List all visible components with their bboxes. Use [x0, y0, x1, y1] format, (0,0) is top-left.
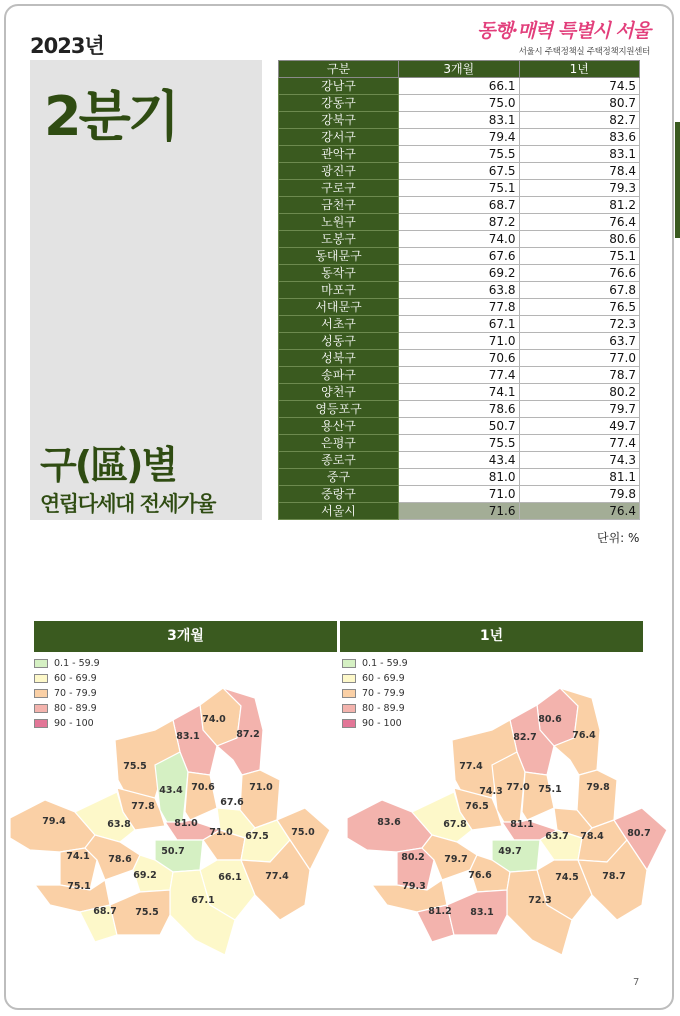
value-1year-cell: 79.3 — [519, 180, 640, 197]
value-1year-cell: 80.2 — [519, 384, 640, 401]
district-title: 구(區)별 — [40, 443, 177, 487]
district-value-label: 67.5 — [245, 831, 269, 842]
district-cell: 강서구 — [279, 129, 399, 146]
table-row — [279, 197, 640, 214]
district-value-label: 80.2 — [401, 852, 425, 863]
legend-item — [342, 656, 408, 671]
district-value-label: 83.1 — [176, 731, 200, 742]
district-value-label: 70.6 — [191, 782, 215, 793]
district-value-label: 50.7 — [161, 846, 185, 857]
unit-label: 단위: % — [597, 531, 640, 545]
year-label: 2023년 — [30, 34, 104, 58]
district-value-label: 77.0 — [506, 782, 530, 793]
value-3month-cell: 71.6 — [399, 503, 520, 520]
district-cell: 도봉구 — [279, 231, 399, 248]
value-3month-cell: 75.0 — [399, 95, 520, 112]
district-cell: 금천구 — [279, 197, 399, 214]
value-1year-cell: 74.3 — [519, 452, 640, 469]
district-cell: 동작구 — [279, 265, 399, 282]
value-1year-cell: 83.6 — [519, 129, 640, 146]
value-3month-cell: 68.7 — [399, 197, 520, 214]
value-3month-cell: 81.0 — [399, 469, 520, 486]
table-row — [279, 163, 640, 180]
value-1year-cell: 75.1 — [519, 248, 640, 265]
value-3month-cell: 67.5 — [399, 163, 520, 180]
title-panel — [30, 60, 262, 520]
legend-label: 70 - 79.9 — [54, 688, 97, 699]
legend-label: 90 - 100 — [54, 718, 94, 729]
district-cell: 강남구 — [279, 78, 399, 95]
district-cell: 성동구 — [279, 333, 399, 350]
value-3month-cell: 77.8 — [399, 299, 520, 316]
value-3month-cell: 43.4 — [399, 452, 520, 469]
district-cell: 강동구 — [279, 95, 399, 112]
legend-label: 60 - 69.9 — [54, 673, 97, 684]
district-cell: 영등포구 — [279, 401, 399, 418]
district-value-label: 67.8 — [443, 819, 467, 830]
table-row — [279, 282, 640, 299]
district-value-label: 75.5 — [135, 907, 159, 918]
district-value-label: 76.5 — [465, 801, 489, 812]
district-value-label: 74.0 — [202, 714, 226, 725]
district-value-label: 81.0 — [174, 818, 198, 829]
value-1year-cell: 81.2 — [519, 197, 640, 214]
district-value-label: 74.3 — [479, 786, 503, 797]
value-1year-cell: 77.4 — [519, 435, 640, 452]
value-3month-cell: 66.1 — [399, 78, 520, 95]
header-3month: 3개월 — [399, 61, 520, 78]
quarter-title: 2분기 — [44, 85, 177, 148]
table-row — [279, 248, 640, 265]
district-region — [185, 772, 217, 820]
seoul-map-1year — [342, 680, 672, 960]
table-row — [279, 350, 640, 367]
table-row — [279, 78, 640, 95]
district-value-label: 75.0 — [291, 827, 315, 838]
value-3month-cell: 78.6 — [399, 401, 520, 418]
district-value-label: 78.6 — [108, 854, 132, 865]
district-value-label: 77.8 — [131, 801, 155, 812]
district-subtitle: 연립다세대 전세가율 — [40, 492, 215, 516]
value-1year-cell: 74.5 — [519, 78, 640, 95]
value-1year-cell: 82.7 — [519, 112, 640, 129]
seoul-map-3month — [5, 680, 335, 960]
map-header-3month: 3개월 — [34, 621, 337, 652]
district-value-label: 72.3 — [528, 895, 552, 906]
table-total-row — [279, 503, 640, 520]
district-value-label: 74.1 — [66, 851, 90, 862]
district-cell: 성북구 — [279, 350, 399, 367]
value-3month-cell: 67.6 — [399, 248, 520, 265]
page-number: 7 — [633, 977, 640, 988]
district-value-label: 63.8 — [107, 819, 131, 830]
district-value-label: 66.1 — [218, 872, 242, 883]
value-3month-cell: 70.6 — [399, 350, 520, 367]
table-row — [279, 333, 640, 350]
table-row — [279, 231, 640, 248]
district-region — [522, 772, 554, 820]
district-value-label: 78.4 — [580, 831, 604, 842]
district-value-label: 79.8 — [586, 782, 610, 793]
legend-swatch — [342, 659, 356, 668]
district-value-label: 76.4 — [572, 730, 596, 741]
district-cell: 동대문구 — [279, 248, 399, 265]
value-1year-cell: 77.0 — [519, 350, 640, 367]
district-value-label: 80.7 — [627, 828, 651, 839]
district-value-label: 77.4 — [265, 871, 289, 882]
district-cell: 송파구 — [279, 367, 399, 384]
district-value-label: 81.1 — [510, 819, 534, 830]
value-3month-cell: 63.8 — [399, 282, 520, 299]
map-header-1year: 1년 — [340, 621, 643, 652]
district-value-label: 75.1 — [67, 881, 91, 892]
district-value-label: 81.2 — [428, 906, 452, 917]
table-row — [279, 129, 640, 146]
district-value-label: 79.4 — [42, 816, 66, 827]
table-row — [279, 452, 640, 469]
district-value-label: 83.6 — [377, 817, 401, 828]
district-value-label: 87.2 — [236, 729, 260, 740]
table-row — [279, 180, 640, 197]
district-value-label: 74.5 — [555, 872, 579, 883]
table-row — [279, 367, 640, 384]
value-3month-cell: 74.1 — [399, 384, 520, 401]
district-cell: 용산구 — [279, 418, 399, 435]
value-3month-cell: 75.5 — [399, 435, 520, 452]
district-value-label: 43.4 — [159, 785, 183, 796]
table-row — [279, 265, 640, 282]
legend-label: 0.1 - 59.9 — [54, 658, 100, 669]
legend-label: 0.1 - 59.9 — [362, 658, 408, 669]
district-cell: 중구 — [279, 469, 399, 486]
table-row — [279, 146, 640, 163]
value-1year-cell: 67.8 — [519, 282, 640, 299]
district-cell: 서대문구 — [279, 299, 399, 316]
value-3month-cell: 83.1 — [399, 112, 520, 129]
value-1year-cell: 79.8 — [519, 486, 640, 503]
district-cell: 종로구 — [279, 452, 399, 469]
header-1year: 1년 — [519, 61, 640, 78]
district-value-label: 71.0 — [209, 827, 233, 838]
value-3month-cell: 77.4 — [399, 367, 520, 384]
value-1year-cell: 76.4 — [519, 214, 640, 231]
legend-label: 60 - 69.9 — [362, 673, 405, 684]
district-cell: 구로구 — [279, 180, 399, 197]
brand-logo: 동행·매력 특별시 서울 — [476, 20, 650, 42]
legend-label: 70 - 79.9 — [362, 688, 405, 699]
value-3month-cell: 87.2 — [399, 214, 520, 231]
table-header-row — [279, 61, 640, 78]
legend-label: 80 - 89.9 — [362, 703, 405, 714]
value-3month-cell: 67.1 — [399, 316, 520, 333]
value-1year-cell: 63.7 — [519, 333, 640, 350]
district-value-label: 83.1 — [470, 907, 494, 918]
side-tab-marker — [675, 122, 680, 238]
value-3month-cell: 79.4 — [399, 129, 520, 146]
district-value-label: 75.5 — [123, 761, 147, 772]
district-value-label: 69.2 — [133, 870, 157, 881]
value-3month-cell: 75.1 — [399, 180, 520, 197]
legend-item — [34, 656, 100, 671]
value-3month-cell: 71.0 — [399, 333, 520, 350]
district-value-label: 75.1 — [538, 784, 562, 795]
value-3month-cell: 69.2 — [399, 265, 520, 282]
district-value-label: 68.7 — [93, 906, 117, 917]
district-cell: 은평구 — [279, 435, 399, 452]
value-1year-cell: 83.1 — [519, 146, 640, 163]
table-row — [279, 401, 640, 418]
legend-label: 90 - 100 — [362, 718, 402, 729]
brand-block — [477, 16, 650, 57]
district-value-label: 67.6 — [220, 797, 244, 808]
table-row — [279, 214, 640, 231]
value-1year-cell: 78.7 — [519, 367, 640, 384]
district-value-label: 82.7 — [513, 732, 537, 743]
district-value-label: 76.6 — [468, 870, 492, 881]
value-1year-cell: 80.6 — [519, 231, 640, 248]
value-3month-cell: 74.0 — [399, 231, 520, 248]
district-cell: 광진구 — [279, 163, 399, 180]
value-1year-cell: 78.4 — [519, 163, 640, 180]
header-district: 구분 — [279, 61, 399, 78]
value-1year-cell: 76.5 — [519, 299, 640, 316]
district-value-label: 78.7 — [602, 871, 626, 882]
district-cell: 마포구 — [279, 282, 399, 299]
table-row — [279, 316, 640, 333]
table-row — [279, 418, 640, 435]
district-cell: 관악구 — [279, 146, 399, 163]
table-row — [279, 469, 640, 486]
value-1year-cell: 81.1 — [519, 469, 640, 486]
district-cell: 중랑구 — [279, 486, 399, 503]
value-1year-cell: 79.7 — [519, 401, 640, 418]
district-cell: 양천구 — [279, 384, 399, 401]
district-cell: 서초구 — [279, 316, 399, 333]
district-value-label: 80.6 — [538, 714, 562, 725]
value-3month-cell: 75.5 — [399, 146, 520, 163]
value-1year-cell: 49.7 — [519, 418, 640, 435]
value-3month-cell: 50.7 — [399, 418, 520, 435]
value-3month-cell: 71.0 — [399, 486, 520, 503]
value-1year-cell: 76.6 — [519, 265, 640, 282]
table-row — [279, 299, 640, 316]
table-row — [279, 486, 640, 503]
value-1year-cell: 80.7 — [519, 95, 640, 112]
table-row — [279, 384, 640, 401]
district-cell: 강북구 — [279, 112, 399, 129]
brand-subtitle: 서울시 주택정책실 주택정책지원센터 — [518, 47, 650, 57]
legend-label: 80 - 89.9 — [54, 703, 97, 714]
district-value-label: 67.1 — [191, 895, 215, 906]
table-row — [279, 95, 640, 112]
rate-table — [278, 60, 640, 520]
value-1year-cell: 72.3 — [519, 316, 640, 333]
table-row — [279, 435, 640, 452]
legend-swatch — [34, 659, 48, 668]
district-value-label: 79.7 — [444, 854, 468, 865]
district-cell: 노원구 — [279, 214, 399, 231]
district-value-label: 63.7 — [545, 831, 569, 842]
district-value-label: 71.0 — [249, 782, 273, 793]
table-row — [279, 112, 640, 129]
district-value-label: 79.3 — [402, 881, 426, 892]
district-value-label: 77.4 — [459, 761, 483, 772]
value-1year-cell: 76.4 — [519, 503, 640, 520]
district-cell: 서울시 — [279, 503, 399, 520]
district-value-label: 49.7 — [498, 846, 522, 857]
